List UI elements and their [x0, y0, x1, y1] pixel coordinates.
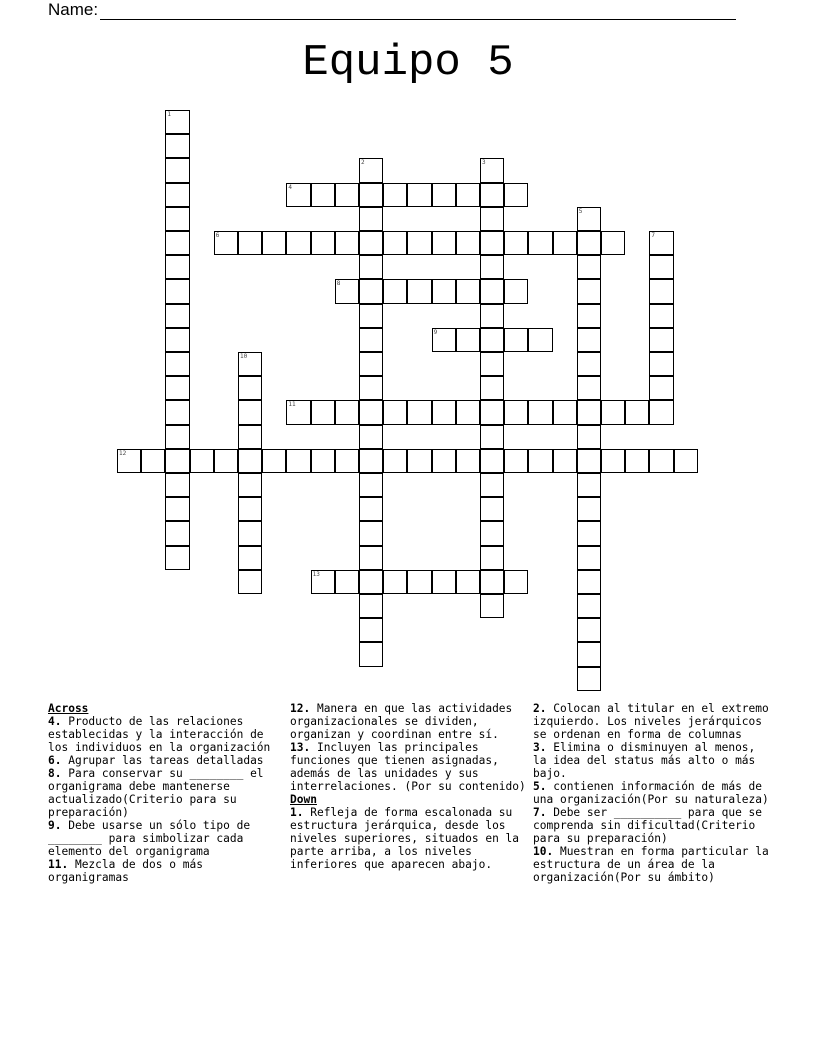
clue-text: Debe usarse un sólo tipo de ________ para simbolizar cada elemento del organigrama [48, 819, 251, 858]
grid-cell[interactable] [359, 400, 383, 424]
grid-cell[interactable] [238, 425, 262, 449]
grid-cell[interactable] [577, 473, 601, 497]
grid-cell[interactable] [456, 400, 480, 424]
grid-cell[interactable] [311, 449, 335, 473]
grid-cell[interactable] [141, 449, 165, 473]
grid-cell[interactable] [165, 255, 189, 279]
grid-cell[interactable] [165, 231, 189, 255]
grid-cell[interactable] [649, 304, 673, 328]
clue-item [48, 858, 284, 884]
grid-cell[interactable] [432, 231, 456, 255]
grid-cell[interactable] [649, 231, 673, 255]
grid-cell[interactable] [432, 570, 456, 594]
grid-cell[interactable] [432, 400, 456, 424]
clue-number-label: 12. [290, 702, 311, 715]
grid-cell[interactable] [359, 352, 383, 376]
grid-cell[interactable] [649, 279, 673, 303]
grid-cell[interactable] [165, 328, 189, 352]
grid-cell[interactable] [528, 449, 552, 473]
clue-number-label: 11. [48, 858, 69, 871]
clue-item [48, 819, 284, 858]
grid-cell[interactable] [165, 400, 189, 424]
grid-cell[interactable] [456, 328, 480, 352]
grid-cell[interactable] [165, 546, 189, 570]
grid-cell[interactable] [480, 158, 504, 182]
clue-item [48, 715, 284, 754]
grid-cell[interactable] [601, 231, 625, 255]
grid-cell[interactable] [407, 183, 431, 207]
grid-cell[interactable] [165, 279, 189, 303]
grid-cell[interactable] [407, 570, 431, 594]
grid-cell[interactable] [407, 449, 431, 473]
clue-number: 13 [312, 570, 320, 578]
clue-number-label: 10. [533, 845, 554, 858]
clue-text: Refleja de forma escalonada su estructura jerárquica, desde los niveles superiores, situados en la parte arriba, a los niveles inferiores que aparecen abajo. [290, 806, 520, 871]
grid-cell[interactable] [480, 304, 504, 328]
grid-cell[interactable] [432, 449, 456, 473]
across-heading: Across [48, 702, 89, 715]
clue-item [48, 754, 284, 767]
clue-number: 8 [336, 280, 341, 288]
grid-cell[interactable] [528, 400, 552, 424]
grid-cell[interactable] [214, 449, 238, 473]
clue-number-label: 1. [290, 806, 304, 819]
grid-cell[interactable] [456, 183, 480, 207]
grid-cell[interactable] [238, 352, 262, 376]
grid-cell[interactable] [480, 207, 504, 231]
grid-cell[interactable] [383, 231, 407, 255]
grid-cell[interactable] [577, 231, 601, 255]
grid-cell[interactable] [165, 207, 189, 231]
grid-cell[interactable] [577, 425, 601, 449]
grid-cell[interactable] [577, 304, 601, 328]
clues-column-1 [48, 702, 284, 884]
grid-cell[interactable] [553, 400, 577, 424]
grid-cell[interactable] [577, 255, 601, 279]
grid-cell[interactable] [359, 158, 383, 182]
grid-cell[interactable] [165, 497, 189, 521]
grid-cell[interactable] [456, 279, 480, 303]
clue-text: contienen información de más de una organización(Por su naturaleza) [533, 780, 769, 806]
grid-cell[interactable] [577, 497, 601, 521]
grid-cell[interactable] [359, 618, 383, 642]
clue-number-label: 8. [48, 767, 62, 780]
clue-text: Incluyen las principales funciones que tienen asignadas, además de las unidades y sus interrelaciones. (Por su contenido) [290, 741, 526, 793]
clue-item [290, 741, 530, 793]
grid-cell[interactable] [286, 183, 310, 207]
grid-cell[interactable] [359, 304, 383, 328]
grid-cell[interactable] [165, 134, 189, 158]
grid-cell[interactable] [577, 521, 601, 545]
grid-cell[interactable] [359, 328, 383, 352]
grid-cell[interactable] [456, 449, 480, 473]
clue-text: Producto de las relaciones establecidas y la interacción de los individuos en la organización [48, 715, 271, 754]
grid-cell[interactable] [165, 183, 189, 207]
grid-cell[interactable] [383, 183, 407, 207]
grid-cell[interactable] [359, 642, 383, 666]
grid-cell[interactable] [577, 400, 601, 424]
grid-cell[interactable] [165, 304, 189, 328]
clue-number-label: 3. [533, 741, 547, 754]
grid-cell[interactable] [577, 352, 601, 376]
grid-cell[interactable] [359, 183, 383, 207]
grid-cell[interactable] [335, 183, 359, 207]
grid-cell[interactable] [577, 570, 601, 594]
grid-cell[interactable] [553, 449, 577, 473]
grid-cell[interactable] [359, 376, 383, 400]
grid-cell[interactable] [504, 400, 528, 424]
grid-cell[interactable] [359, 207, 383, 231]
grid-cell[interactable] [649, 352, 673, 376]
grid-cell[interactable] [456, 231, 480, 255]
grid-cell[interactable] [480, 400, 504, 424]
grid-cell[interactable] [649, 400, 673, 424]
down-heading: Down [290, 793, 317, 806]
name-label: Name: [48, 0, 99, 19]
grid-cell[interactable] [383, 279, 407, 303]
grid-cell[interactable] [335, 231, 359, 255]
clue-number: 7 [651, 232, 656, 239]
clue-number: 5 [578, 207, 583, 215]
grid-cell[interactable] [601, 400, 625, 424]
grid-cell[interactable] [577, 376, 601, 400]
grid-cell[interactable] [359, 231, 383, 255]
grid-cell[interactable] [528, 231, 552, 255]
clue-number-label: 6. [48, 754, 62, 767]
grid-cell[interactable] [480, 279, 504, 303]
grid-cell[interactable] [165, 473, 189, 497]
clue-number: 10 [240, 353, 248, 360]
grid-cell[interactable] [480, 521, 504, 545]
clues-column-3 [533, 702, 773, 884]
grid-cell[interactable] [480, 183, 504, 207]
grid-cell[interactable] [625, 400, 649, 424]
grid-cell[interactable] [359, 473, 383, 497]
clue-number: 12 [119, 449, 127, 457]
clue-text: Muestran en forma particular la estructura de un área de la organización(Por su ámbito) [533, 845, 769, 884]
clue-text: Mezcla de dos o más organigramas [48, 858, 203, 884]
grid-cell[interactable] [238, 449, 262, 473]
clue-number: 9 [433, 328, 438, 336]
grid-cell[interactable] [165, 521, 189, 545]
grid-cell[interactable] [480, 497, 504, 521]
grid-cell[interactable] [480, 376, 504, 400]
grid-cell[interactable] [311, 570, 335, 594]
grid-cell[interactable] [383, 449, 407, 473]
grid-cell[interactable] [238, 546, 262, 570]
grid-cell[interactable] [238, 570, 262, 594]
grid-cell[interactable] [577, 449, 601, 473]
grid-cell[interactable] [577, 618, 601, 642]
grid-cell[interactable] [577, 642, 601, 666]
grid-cell[interactable] [504, 183, 528, 207]
grid-cell[interactable] [165, 425, 189, 449]
puzzle-title: Equipo 5 [302, 38, 514, 88]
grid-cell[interactable] [480, 231, 504, 255]
grid-cell[interactable] [577, 667, 601, 691]
grid-cell[interactable] [311, 231, 335, 255]
grid-cell[interactable] [649, 376, 673, 400]
grid-cell[interactable] [407, 279, 431, 303]
clue-item [290, 806, 530, 871]
grid-cell[interactable] [238, 497, 262, 521]
grid-cell[interactable] [359, 255, 383, 279]
grid-cell[interactable] [625, 449, 649, 473]
grid-cell[interactable] [504, 449, 528, 473]
grid-cell[interactable] [407, 231, 431, 255]
grid-cell[interactable] [432, 328, 456, 352]
grid-cell[interactable] [165, 110, 189, 134]
grid-cell[interactable] [383, 570, 407, 594]
grid-cell[interactable] [504, 279, 528, 303]
grid-cell[interactable] [480, 594, 504, 618]
grid-cell[interactable] [480, 255, 504, 279]
grid-cell[interactable] [601, 449, 625, 473]
clue-item [533, 702, 773, 741]
grid-cell[interactable] [117, 449, 141, 473]
grid-cell[interactable] [286, 449, 310, 473]
grid-cell[interactable] [238, 521, 262, 545]
clue-text: Agrupar las tareas detalladas [61, 754, 264, 767]
grid-cell[interactable] [359, 570, 383, 594]
grid-cell[interactable] [480, 449, 504, 473]
clue-text: Para conservar su ________ el organigrama debe mantenerse actualizado(Criterio para su preparación) [48, 767, 264, 819]
grid-cell[interactable] [577, 207, 601, 231]
clue-number: 3 [482, 159, 486, 167]
grid-cell[interactable] [165, 158, 189, 182]
clue-number-label: 13. [290, 741, 311, 754]
clue-number-label: 9. [48, 819, 62, 832]
clue-number: 2 [361, 159, 365, 167]
grid-cell[interactable] [190, 449, 214, 473]
grid-cell[interactable] [238, 473, 262, 497]
clue-number-label: 2. [533, 702, 547, 715]
grid-cell[interactable] [528, 328, 552, 352]
grid-cell[interactable] [359, 449, 383, 473]
grid-cell[interactable] [335, 400, 359, 424]
grid-cell[interactable] [480, 546, 504, 570]
grid-cell[interactable] [577, 594, 601, 618]
clue-item [533, 741, 773, 780]
grid-cell[interactable] [577, 546, 601, 570]
grid-cell[interactable] [359, 497, 383, 521]
grid-cell[interactable] [262, 231, 286, 255]
grid-cell[interactable] [432, 183, 456, 207]
grid-cell[interactable] [359, 279, 383, 303]
clue-number-label: 7. [533, 806, 547, 819]
grid-cell[interactable] [165, 449, 189, 473]
clue-number: 1 [167, 111, 172, 118]
clue-item [290, 702, 530, 741]
clue-number: 4 [288, 183, 293, 191]
grid-cell[interactable] [649, 328, 673, 352]
grid-cell[interactable] [553, 231, 577, 255]
grid-cell[interactable] [407, 400, 431, 424]
clue-text: Manera en que las actividades organizacionales se dividen, organizan y coordinan entre sí. [290, 702, 513, 741]
grid-cell[interactable] [480, 473, 504, 497]
clue-text: Colocan al titular en el extremo izquierdo. Los niveles jerárquicos se ordenan en forma de columnas [533, 702, 769, 741]
grid-cell[interactable] [480, 352, 504, 376]
grid-cell[interactable] [359, 546, 383, 570]
grid-cell[interactable] [335, 279, 359, 303]
grid-cell[interactable] [504, 570, 528, 594]
grid-cell[interactable] [238, 400, 262, 424]
clue-item [533, 780, 773, 806]
clue-number-label: 4. [48, 715, 62, 728]
grid-cell[interactable] [286, 231, 310, 255]
grid-cell[interactable] [504, 328, 528, 352]
clue-text: Elimina o disminuyen al menos, la idea del status más alto o más bajo. [533, 741, 756, 780]
grid-cell[interactable] [286, 400, 310, 424]
grid-cell[interactable] [504, 231, 528, 255]
grid-cell[interactable] [649, 255, 673, 279]
clue-item [533, 845, 773, 884]
grid-cell[interactable] [238, 231, 262, 255]
grid-cell[interactable] [480, 570, 504, 594]
grid-cell[interactable] [649, 449, 673, 473]
clues-column-2 [290, 702, 530, 871]
grid-cell[interactable] [480, 328, 504, 352]
grid-cell[interactable] [238, 376, 262, 400]
clue-item [533, 806, 773, 845]
grid-cell[interactable] [165, 352, 189, 376]
grid-cell[interactable] [383, 400, 407, 424]
grid-cell[interactable] [311, 183, 335, 207]
grid-cell[interactable] [577, 279, 601, 303]
clue-number: 11 [288, 401, 296, 409]
clue-number: 6 [215, 232, 220, 239]
grid-cell[interactable] [311, 400, 335, 424]
grid-cell[interactable] [335, 570, 359, 594]
grid-cell[interactable] [456, 570, 480, 594]
clue-text: Debe ser __________ para que se comprenda sin dificultad(Criterio para su preparación) [533, 806, 763, 845]
grid-cell[interactable] [262, 449, 286, 473]
grid-cell[interactable] [480, 425, 504, 449]
clue-item [48, 767, 284, 819]
grid-cell[interactable] [359, 425, 383, 449]
clue-number-label: 5. [533, 780, 547, 793]
grid-cell[interactable] [359, 521, 383, 545]
grid-cell[interactable] [165, 376, 189, 400]
grid-cell[interactable] [432, 279, 456, 303]
grid-cell[interactable] [335, 449, 359, 473]
grid-cell[interactable] [577, 328, 601, 352]
grid-cell[interactable] [359, 594, 383, 618]
grid-cell[interactable] [214, 231, 238, 255]
grid-cell[interactable] [674, 449, 698, 473]
